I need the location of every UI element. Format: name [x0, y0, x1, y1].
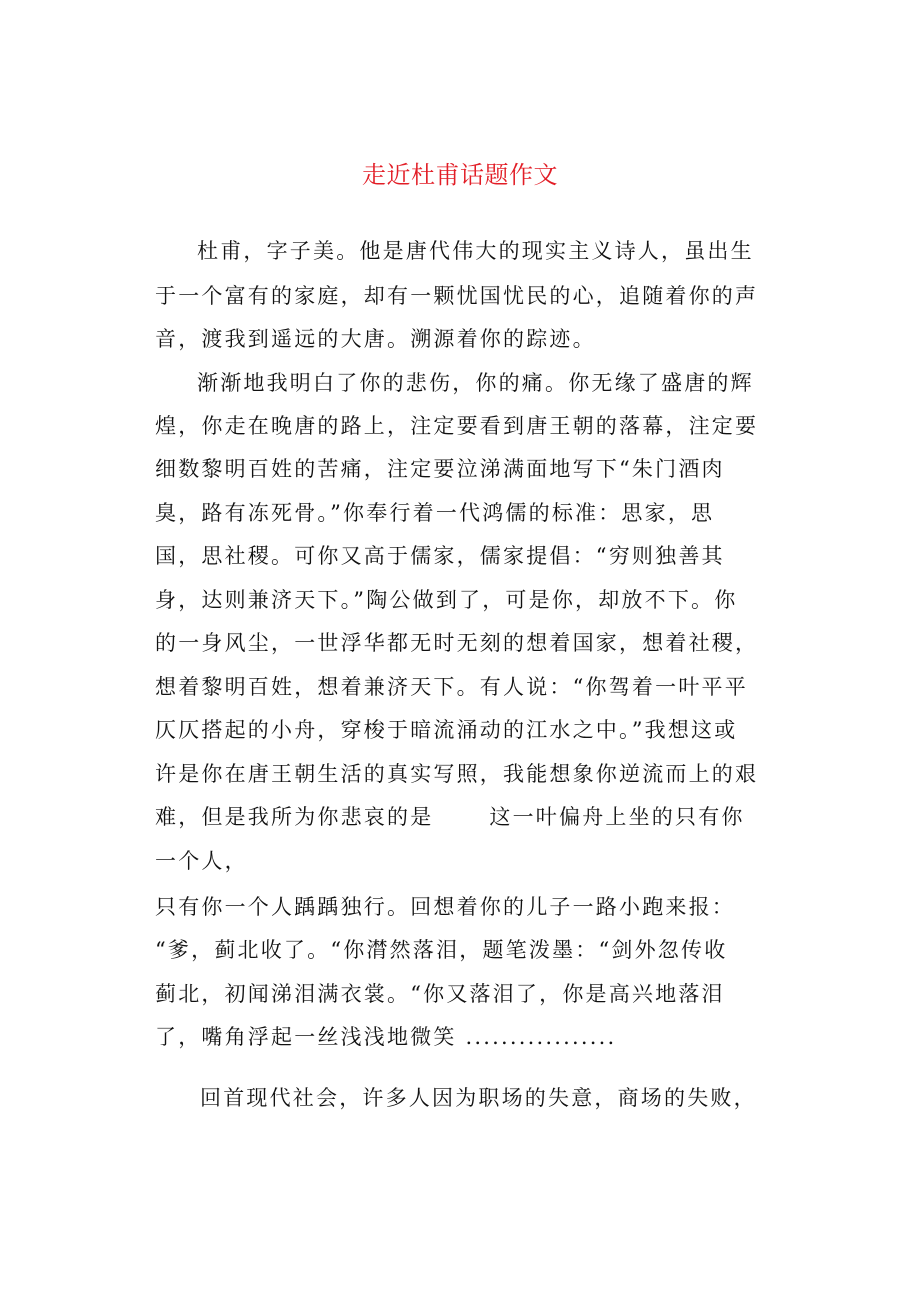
- paragraph-line: [155, 800, 765, 834]
- paragraph-line: 细数黎明百姓的苦痛，注定要泣涕满面地写下“朱门酒肉: [155, 457, 725, 481]
- paragraph-line: 国，思社稷。可你又高于儒家，儒家提倡：“穷则独善其: [155, 544, 725, 568]
- document-title: 走近杜甫话题作文: [362, 161, 558, 189]
- paragraph-line: “爹，蓟北收了。“你潸然落泪，题笔泼墨：“剑外忽传收: [155, 938, 728, 962]
- paragraph-line: 只有你一个人踽踽独行。回想着你的儿子一路小跑来报：: [155, 895, 735, 919]
- paragraph-line: 渐渐地我明白了你的悲伤，你的痛。你无缘了盛唐的辉: [197, 371, 754, 395]
- paragraph-line: 仄仄搭起的小舟，穿梭于暗流涌动的江水之中。”我想这或: [155, 718, 738, 742]
- paragraph-line: 一个人，: [155, 849, 248, 873]
- paragraph-line: 的一身风尘，一世浮华都无时无刻的想着国家，想着社稷，: [155, 631, 759, 655]
- paragraph-line: 音，渡我到遥远的大唐。溯源着你的踪迹。: [155, 327, 596, 351]
- paragraph-line: 煌，你走在晚唐的路上，注定要看到唐王朝的落幕，注定要: [155, 414, 759, 438]
- paragraph-line: 了，嘴角浮起一丝浅浅地微笑 .................: [155, 1025, 617, 1049]
- paragraph-line: 想着黎明百姓，想着兼济天下。有人说：“你驾着一叶平平: [155, 675, 748, 699]
- paragraph-line: 臭，路有冻死骨。”你奉行着一代鸿儒的标准：思家，思: [155, 501, 715, 525]
- paragraph-line: 于一个富有的家庭，却有一颗忧国忧民的心，追随着你的声: [155, 284, 759, 308]
- paragraph-line: 杜甫，字子美。他是唐代伟大的现实主义诗人，虽出生: [197, 239, 754, 263]
- paragraph-line: 身，达则兼济天下。”陶公做到了，可是你，却放不下。你: [155, 588, 738, 612]
- paragraph-line: 回首现代社会，许多人因为职场的失意，商场的失败，: [200, 1086, 757, 1110]
- line-segment: 这一叶偏舟上坐的只有你: [489, 805, 745, 829]
- paragraph-line: 蓟北，初闻涕泪满衣裳。“你又落泪了，你是高兴地落泪: [155, 982, 725, 1006]
- paragraph-line: 许是你在唐王朝生活的真实写照，我能想象你逆流而上的艰: [155, 762, 759, 786]
- line-segment: 难，但是我所为你悲哀的是: [155, 805, 434, 829]
